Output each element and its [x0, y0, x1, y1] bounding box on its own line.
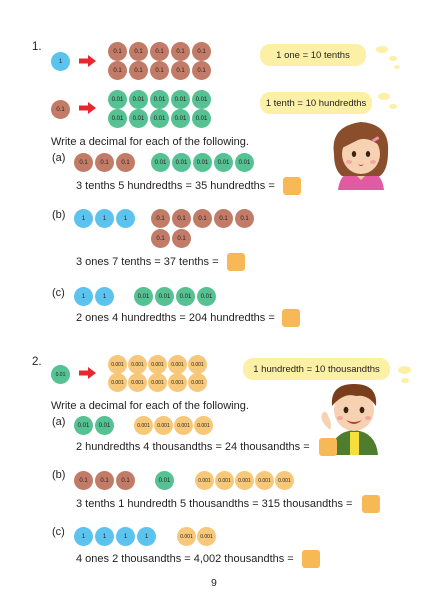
chip-hundredth: 0.01	[51, 365, 70, 384]
bubble-dot	[389, 56, 397, 61]
chip-tenth: 0.1	[171, 61, 190, 80]
chip-tenth: 0.1	[151, 229, 170, 248]
chip-hundredth: 0.01	[176, 287, 195, 306]
bubble-dot	[394, 65, 400, 69]
chip-one: 1	[74, 527, 93, 546]
chip-hundredth: 0.01	[129, 109, 148, 128]
chip-tenth: 0.1	[193, 209, 212, 228]
chip-tenth: 0.1	[171, 42, 190, 61]
chip-thousandth: 0.001	[194, 416, 213, 435]
chip-hundredth: 0.01	[171, 90, 190, 109]
chip-one: 1	[74, 287, 93, 306]
chip-tenth: 0.1	[129, 61, 148, 80]
chip-hundredth: 0.01	[150, 109, 169, 128]
chip-thousandth: 0.001	[134, 416, 153, 435]
chip-one: 1	[95, 209, 114, 228]
chip-tenth: 0.1	[116, 153, 135, 172]
red-arrow-icon	[79, 55, 96, 67]
chip-thousandth: 0.001	[235, 471, 254, 490]
red-arrow-icon	[79, 102, 96, 114]
instruction: Write a decimal for each of the following.	[51, 400, 249, 412]
chip-tenth: 0.1	[235, 209, 254, 228]
chip-tenth: 0.1	[172, 229, 191, 248]
fact-bubble: 1 one = 10 tenths	[260, 44, 366, 66]
chip-tenth: 0.1	[151, 209, 170, 228]
chip-hundredth: 0.01	[95, 416, 114, 435]
equation: 3 tenths 1 hundredth 5 thousandths = 315 thousandths =	[76, 498, 353, 510]
chip-thousandth: 0.001	[168, 373, 187, 392]
chip-thousandth: 0.001	[197, 527, 216, 546]
answer-box[interactable]	[362, 495, 380, 513]
chip-tenth: 0.1	[214, 209, 233, 228]
chip-tenth: 0.1	[74, 471, 93, 490]
instruction: Write a decimal for each of the following.	[51, 136, 249, 148]
chip-hundredth: 0.01	[214, 153, 233, 172]
chip-tenth: 0.1	[74, 153, 93, 172]
chip-one: 1	[74, 209, 93, 228]
chip-hundredth: 0.01	[197, 287, 216, 306]
chip-one: 1	[51, 52, 70, 71]
bubble-dot	[389, 104, 397, 109]
chip-tenth: 0.1	[95, 471, 114, 490]
chip-tenth: 0.1	[108, 42, 127, 61]
chip-thousandth: 0.001	[174, 416, 193, 435]
chip-tenth: 0.1	[192, 61, 211, 80]
chip-one: 1	[95, 527, 114, 546]
answer-box[interactable]	[319, 438, 337, 456]
chip-tenth: 0.1	[192, 42, 211, 61]
answer-box[interactable]	[302, 550, 320, 568]
chip-tenth: 0.1	[150, 61, 169, 80]
bubble-dot	[401, 378, 409, 383]
girl-illustration	[328, 118, 394, 190]
chip-tenth: 0.1	[116, 471, 135, 490]
equation: 2 ones 4 hundredths = 204 hundredths =	[76, 312, 275, 324]
answer-box[interactable]	[227, 253, 245, 271]
chip-thousandth: 0.001	[188, 355, 207, 374]
answer-box[interactable]	[282, 309, 300, 327]
chip-thousandth: 0.001	[154, 416, 173, 435]
fact-bubble: 1 hundredth = 10 thousandths	[243, 358, 390, 380]
chip-hundredth: 0.01	[108, 109, 127, 128]
chip-hundredth: 0.01	[155, 471, 174, 490]
chip-thousandth: 0.001	[168, 355, 187, 374]
chip-hundredth: 0.01	[134, 287, 153, 306]
chip-hundredth: 0.01	[193, 153, 212, 172]
fact-bubble: 1 tenth = 10 hundredths	[260, 92, 372, 114]
chip-hundredth: 0.01	[235, 153, 254, 172]
chip-hundredth: 0.01	[150, 90, 169, 109]
chip-tenth: 0.1	[172, 209, 191, 228]
chip-tenth: 0.1	[129, 42, 148, 61]
answer-box[interactable]	[283, 177, 301, 195]
part-label: (c)	[52, 287, 65, 299]
equation: 4 ones 2 thousandths = 4,002 thousandths =	[76, 553, 294, 565]
chip-hundredth: 0.01	[192, 109, 211, 128]
red-arrow-icon	[79, 367, 96, 379]
chip-thousandth: 0.001	[148, 355, 167, 374]
chip-tenth: 0.1	[108, 61, 127, 80]
chip-hundredth: 0.01	[108, 90, 127, 109]
part-label: (b)	[52, 469, 66, 481]
chip-one: 1	[116, 209, 135, 228]
equation: 2 hundredths 4 thousandths = 24 thousandths =	[76, 441, 310, 453]
question-number: 2.	[32, 356, 42, 368]
chip-hundredth: 0.01	[151, 153, 170, 172]
chip-thousandth: 0.001	[148, 373, 167, 392]
chip-hundredth: 0.01	[129, 90, 148, 109]
chip-thousandth: 0.001	[195, 471, 214, 490]
bubble-dot	[376, 46, 388, 53]
chip-thousandth: 0.001	[128, 373, 147, 392]
chip-hundredth: 0.01	[74, 416, 93, 435]
chip-hundredth: 0.01	[172, 153, 191, 172]
part-label: (b)	[52, 209, 66, 221]
chip-hundredth: 0.01	[155, 287, 174, 306]
bubble-dot	[398, 366, 411, 374]
chip-thousandth: 0.001	[188, 373, 207, 392]
bubble-dot	[378, 93, 390, 100]
chip-one: 1	[95, 287, 114, 306]
chip-thousandth: 0.001	[177, 527, 196, 546]
part-label: (a)	[52, 416, 66, 428]
chip-tenth: 0.1	[51, 100, 70, 119]
chip-hundredth: 0.01	[171, 109, 190, 128]
chip-thousandth: 0.001	[255, 471, 274, 490]
chip-thousandth: 0.001	[128, 355, 147, 374]
part-label: (a)	[52, 152, 66, 164]
chip-one: 1	[116, 527, 135, 546]
chip-thousandth: 0.001	[215, 471, 234, 490]
page-number: 9	[211, 577, 217, 589]
equation: 3 tenths 5 hundredths = 35 hundredths =	[76, 180, 275, 192]
equation: 3 ones 7 tenths = 37 tenths =	[76, 256, 219, 268]
chip-one: 1	[137, 527, 156, 546]
chip-hundredth: 0.01	[192, 90, 211, 109]
chip-thousandth: 0.001	[108, 373, 127, 392]
chip-tenth: 0.1	[95, 153, 114, 172]
chip-tenth: 0.1	[150, 42, 169, 61]
question-number: 1.	[32, 41, 42, 53]
chip-thousandth: 0.001	[275, 471, 294, 490]
chip-thousandth: 0.001	[108, 355, 127, 374]
part-label: (c)	[52, 526, 65, 538]
